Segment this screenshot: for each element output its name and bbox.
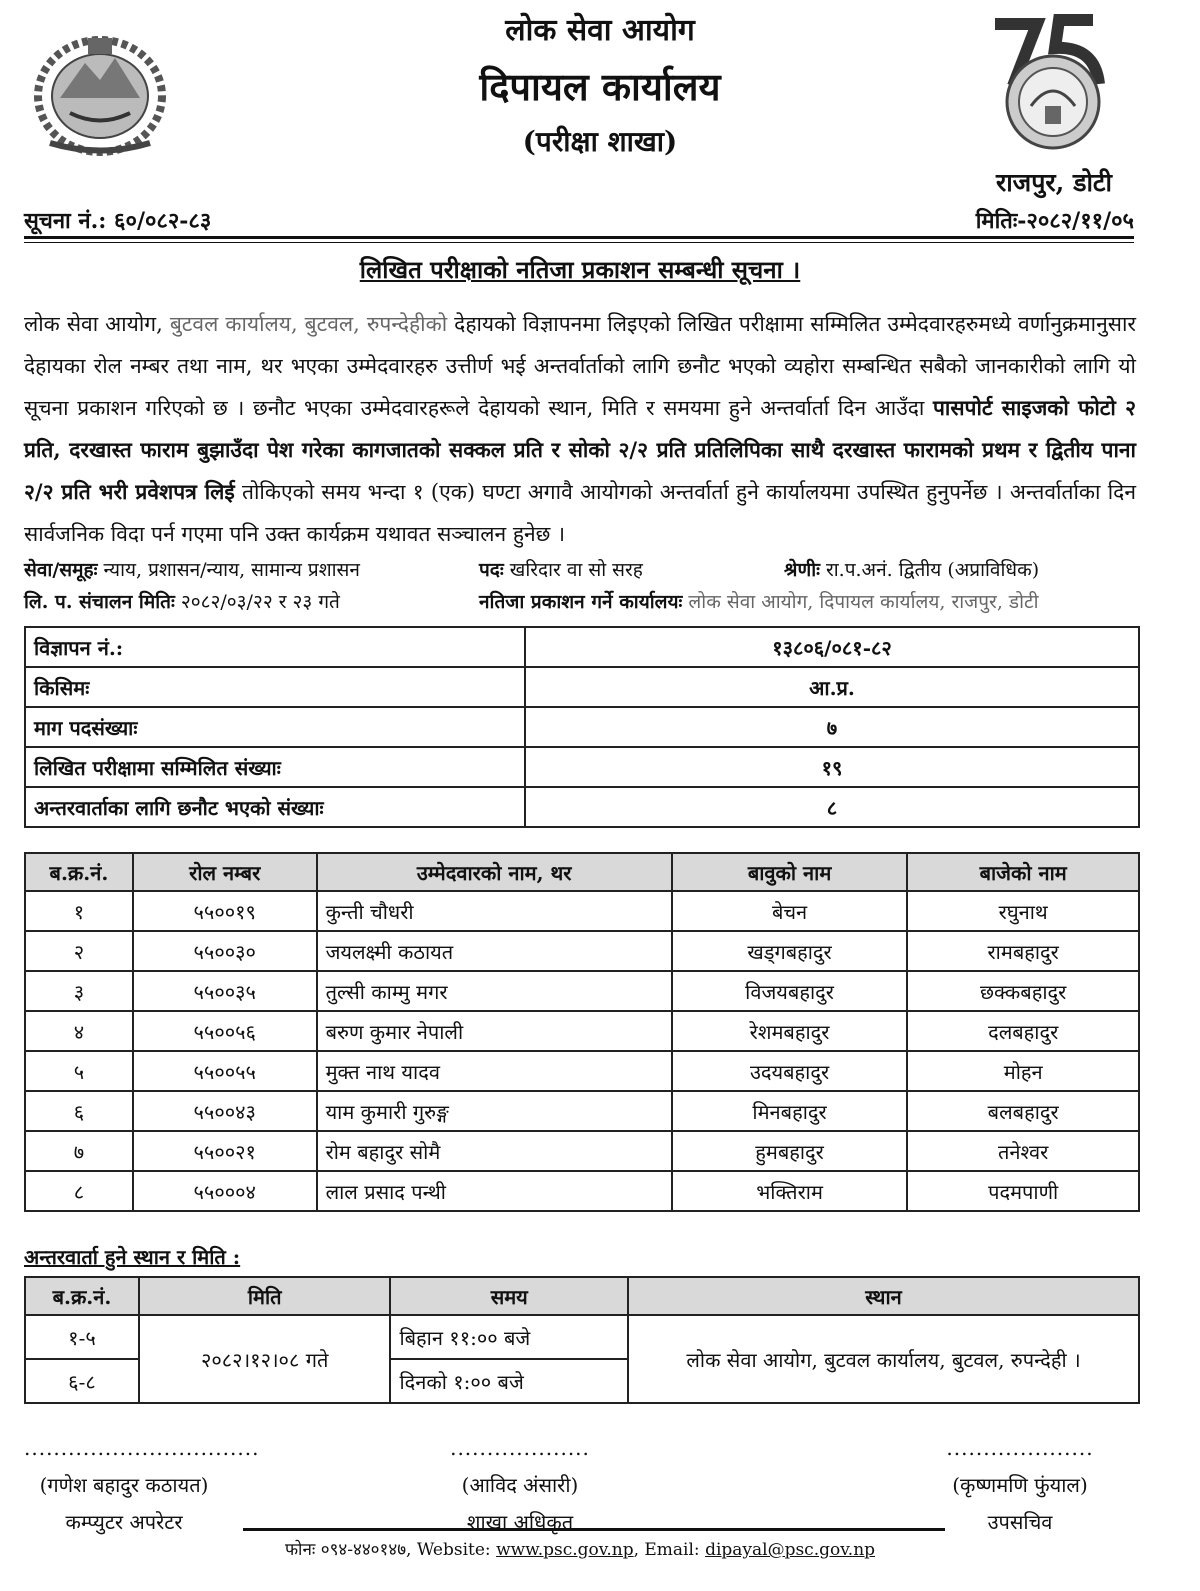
info-line-1: सेवा/समूहः न्याय, प्रशासन/न्याय, सामान्य प्रशासन पदः खरिदार वा सो सरह श्रेणीः रा.प.अनं. द्वितीय (अप्राविधिक) [24,559,1040,581]
org-name: लोक सेवा आयोग [505,13,695,48]
venue-heading: अन्तरवार्ता हुने स्थान र मिति : [24,1245,241,1269]
table-cell: ६ [25,1091,133,1131]
advertisement-row [25,787,1139,827]
header-divider-thin [24,242,1134,243]
table-cell: लाल प्रसाद पन्थी [317,1171,672,1211]
signature-section-officer: ................... (आविद अंसारी) शाखा अधिकृत [420,1430,620,1541]
schedule-range: १-५ [25,1315,139,1359]
schedule-range: ६-८ [25,1359,139,1403]
schedule-place: लोक सेवा आयोग, बुटवल कार्यालय, बुटवल, रुपन्देही । [628,1315,1139,1403]
column-header: उम्मेदवारको नाम, थर [317,853,672,891]
column-header: बावुको नाम [672,853,908,891]
table-row [25,1051,1139,1091]
table-cell: ५५००५६ [133,1011,317,1051]
table-cell: रघुनाथ [907,891,1139,931]
table-cell: मिनबहादुर [672,1091,908,1131]
table-cell: हुमबहादुर [672,1131,908,1171]
table-cell: खड्गबहादुर [672,931,908,971]
advertisement-row [25,667,1139,707]
interview-schedule-table [24,1276,1140,1404]
office-location: राजपुर, डोटी [995,168,1112,197]
advertisement-value: ७ [525,707,1139,747]
table-cell: ५५००१९ [133,891,317,931]
table-row [25,931,1139,971]
table-cell: रेशमबहादुर [672,1011,908,1051]
advertisement-value: ८ [525,787,1139,827]
table-row [25,1091,1139,1131]
advertisement-label: अन्तरवार्ताका लागि छनौट भएको संख्याः [25,787,525,827]
table-cell: छक्कबहादुर [907,971,1139,1011]
table-cell: तनेश्वर [907,1131,1139,1171]
table-cell: ४ [25,1011,133,1051]
column-header: रोल नम्बर [133,853,317,891]
table-cell: दलबहादुर [907,1011,1139,1051]
signatory-title: कम्प्युटर अपरेटर [65,1510,183,1534]
table-row [25,1131,1139,1171]
column-header: समय [390,1277,628,1315]
advertisement-value: १९ [525,747,1139,787]
table-cell: ५५००४३ [133,1091,317,1131]
advertisement-label: विज्ञापन नं.: [25,627,525,667]
footer-divider [243,1528,945,1531]
signatory-name: (कृष्णमणि फुंयाल) [952,1473,1088,1497]
table-cell: बलबहादुर [907,1091,1139,1131]
section-name: (परीक्षा शाखा) [522,125,678,158]
column-header: मिति [139,1277,391,1315]
exam-info [24,556,1136,620]
advertisement-table [24,626,1140,828]
schedule-time: दिनको १:०० बजे [390,1359,628,1403]
table-cell: बरुण कुमार नेपाली [317,1011,672,1051]
schedule-date: २०८२।१२।०८ गते [139,1315,391,1403]
office-name: दिपायल कार्यालय [479,64,721,109]
table-cell: १ [25,891,133,931]
table-cell: विजयबहादुर [672,971,908,1011]
table-cell: पदमपाणी [907,1171,1139,1211]
table-row [25,1171,1139,1211]
table-cell: ५५००२१ [133,1131,317,1171]
signature-computer-operator: ................................ (गणेश बहादुर कठायत) कम्प्युटर अपरेटर [24,1430,224,1541]
notice-title: लिखित परीक्षाको नतिजा प्रकाशन सम्बन्धी सूचना । [359,255,801,284]
advertisement-label: माग पदसंख्याः [25,707,525,747]
schedule-time: बिहान ११:०० बजे [390,1315,628,1359]
table-row [25,891,1139,931]
table-cell: उदयबहादुर [672,1051,908,1091]
column-header: स्थान [628,1277,1139,1315]
signatory-name: (आविद अंसारी) [461,1473,579,1497]
table-cell: ५५०००४ [133,1171,317,1211]
notice-date: मितिः-२०८२/११/०५ [975,208,1134,234]
table-cell: भक्तिराम [672,1171,908,1211]
table-cell: कुन्ती चौधरी [317,891,672,931]
table-cell: ५५००५५ [133,1051,317,1091]
notice-number: सूचना नं.: ६०/०८२-८३ [24,208,212,234]
table-cell: बेचन [672,891,908,931]
column-header: बाजेको नाम [907,853,1139,891]
advertisement-label: किसिमः [25,667,525,707]
table-cell: ८ [25,1171,133,1211]
candidates-table [24,852,1140,1212]
website-link[interactable]: www.psc.gov.np [496,1540,634,1560]
column-header: ब.क्र.नं. [25,853,133,891]
schedule-row [25,1315,1139,1359]
table-row [25,1011,1139,1051]
table-cell: २ [25,931,133,971]
table-cell: ३ [25,971,133,1011]
advertisement-value: १३८०६/०८१-८२ [525,627,1139,667]
signatory-title: उपसचिव [987,1510,1053,1534]
table-cell: याम कुमारी गुरुङ्ग [317,1091,672,1131]
table-row [25,971,1139,1011]
table-cell: ५५००३५ [133,971,317,1011]
table-cell: जयलक्ष्मी कठायत [317,931,672,971]
notice-body: लोक सेवा आयोग, बुटवल कार्यालय, बुटवल, रुपन्देहीको देहायको विज्ञापनमा लिइएको लिखित परीक्षामा सम्मिलित उम्मेदवारहरुमध्ये वर्णानुक्रमानुसार देहायका रोल नम्बर तथा नाम, थर भएका उम्मेदवारहरु उत्तीर्ण भई अन्तर्वार्ताको लागि छनौट भएको व्यहोरा सम्बन्धित सबैको जानकारीको लागि यो सूचना प्रकाशन गरिएको छ । छनौट भएका उम्मेदवारहरूले देहायको स्थान, मिति र समयमा हुने अन्तर्वार्ता दिन आउँदा पासपोर्ट साइजको फोटो २ प्रति, दरखास्त फाराम बुझाउँदा पेश गरेका कागजातको सक्कल प्रति र सोको २/२ प्रति प्रतिलिपिका साथै दरखास्त फारामको प्रथम र द्वितीय पाना २/२ प्रति भरी प्रवेशपत्र लिई तोकिएको समय भन्दा १ (एक) घण्टा अगावै आयोगको अन्तर्वार्ता हुने कार्यालयमा उपस्थित हुनुपर्नेछ । अन्तर्वार्ताका दिन सार्वजनिक विदा पर्न गएमा पनि उक्त कार्यक्रम यथावत सञ्चालन हुनेछ । [24,312,1136,546]
info-line-2: लि. प. संचालन मितिः २०८२/०३/२२ र २३ गते नतिजा प्रकाशन गर्ने कार्यालयः लोक सेवा आयोग, दिपायल कार्यालय, राजपुर, डोटी [24,591,1039,613]
footer-contact: फोनः ०९४-४४०१४७, Website: www.psc.gov.np, Email: dipayal@psc.gov.np [284,1540,876,1560]
table-cell: ७ [25,1131,133,1171]
advertisement-row [25,747,1139,787]
advertisement-label: लिखित परीक्षामा सम्मिलित संख्याः [25,747,525,787]
table-cell: तुल्सी काम्मु मगर [317,971,672,1011]
table-cell: रामबहादुर [907,931,1139,971]
signatory-name: (गणेश बहादुर कठायत) [39,1473,209,1497]
table-cell: ५५००३० [133,931,317,971]
column-header: ब.क्र.नं. [25,1277,139,1315]
signatory-title: शाखा अधिकृत [466,1510,574,1534]
advertisement-row [25,627,1139,667]
table-cell: ५ [25,1051,133,1091]
advertisement-row [25,707,1139,747]
table-cell: रोम बहादुर सोमै [317,1131,672,1171]
header-divider [24,236,1134,239]
advertisement-value: आ.प्र. [525,667,1139,707]
table-cell: मुक्त नाथ यादव [317,1051,672,1091]
email-link[interactable]: dipayal@psc.gov.np [705,1540,876,1560]
table-cell: मोहन [907,1051,1139,1091]
signature-deputy-secretary: .................... (कृष्णमणि फुंयाल) उपसचिव [930,1430,1110,1541]
